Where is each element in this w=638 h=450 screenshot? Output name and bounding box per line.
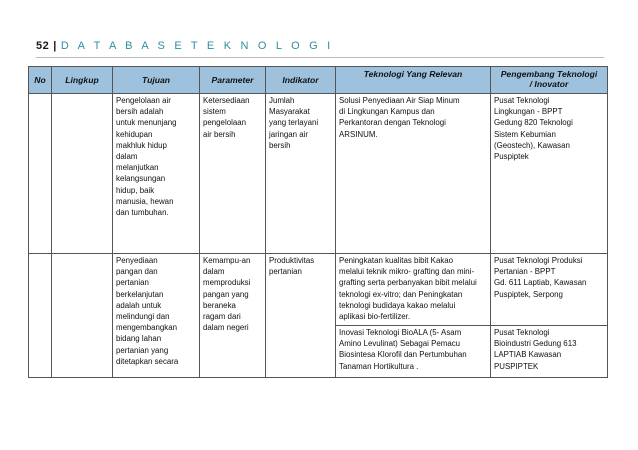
table-row (29, 254, 608, 326)
column-header-lingkup: Lingkup (52, 67, 113, 94)
column-header-teknologi: Teknologi Yang Relevan (336, 67, 491, 94)
table-header-row (29, 67, 608, 94)
cell-no (29, 254, 52, 378)
column-header-tujuan: Tujuan (113, 67, 200, 94)
cell-no (29, 94, 52, 254)
cell-teknologi: Solusi Penyediaan Air Siap Minum di Lingkungan Kampus dan Perkantoran dengan Teknologi ARSINUM. (336, 94, 491, 254)
cell-parameter: Ketersediaan sistem pengelolaan air bersih (200, 94, 266, 254)
technology-table (28, 66, 608, 378)
cell-pengembang: Pusat Teknologi Bioindustri Gedung 613 LAPTIAB Kawasan PUSPIPTEK (491, 326, 608, 378)
column-header-indikator: Indikator (266, 67, 336, 94)
column-header-pengembang: Pengembang Teknologi / Inovator (491, 67, 608, 94)
page-number: 52 (36, 40, 50, 52)
cell-pengembang: Pusat Teknologi Lingkungan - BPPT Gedung 820 Teknologi Sistem Kebumian (Geostech), Kawasan Puspiptek (491, 94, 608, 254)
cell-indikator: Produktivitas pertanian (266, 254, 336, 378)
table-row (29, 94, 608, 254)
header-separator: | (53, 40, 57, 52)
cell-lingkup (52, 254, 113, 378)
header-divider (36, 57, 604, 58)
column-header-no: No (29, 67, 52, 94)
cell-indikator: Jumlah Masyarakat yang terlayani jaringan air bersih (266, 94, 336, 254)
cell-tujuan: Pengelolaan air bersih adalah untuk menunjang kehidupan makhluk hidup dalam melanjutkan kelangsungan hidup, baik manusia, hewan dan tumbuhan. (113, 94, 200, 254)
document-title: D A T A B A S E T E K N O L O G I (60, 40, 334, 52)
page-header (36, 38, 604, 54)
cell-lingkup (52, 94, 113, 254)
cell-teknologi: Peningkatan kualitas bibit Kakao melalui teknik mikro- grafting dan mini- grafting serta perbanyakan bibit melalui teknologi ex-vitro; dan Peningkatan teknologi budidaya kakao melalui aplikasi bio-fertilizer. (336, 254, 491, 326)
cell-pengembang: Pusat Teknologi Produksi Pertanian - BPPT Gd. 611 Laptiab, Kawasan Puspiptek, Serpong (491, 254, 608, 326)
cell-tujuan: Penyediaan pangan dan pertanian berkelanjutan adalah untuk melindungi dan mengembangkan bidang lahan pertanian yang ditetapkan secara (113, 254, 200, 378)
cell-parameter: Kemampu-an dalam memproduksi pangan yang beraneka ragam dari dalam negeri (200, 254, 266, 378)
column-header-parameter: Parameter (200, 67, 266, 94)
cell-teknologi: Inovasi Teknologi BioALA (5- Asam Amino Levulinat) Sebagai Pemacu Biosintesa Klorofil dan Pertumbuhan Tanaman Hortikultura . (336, 326, 491, 378)
